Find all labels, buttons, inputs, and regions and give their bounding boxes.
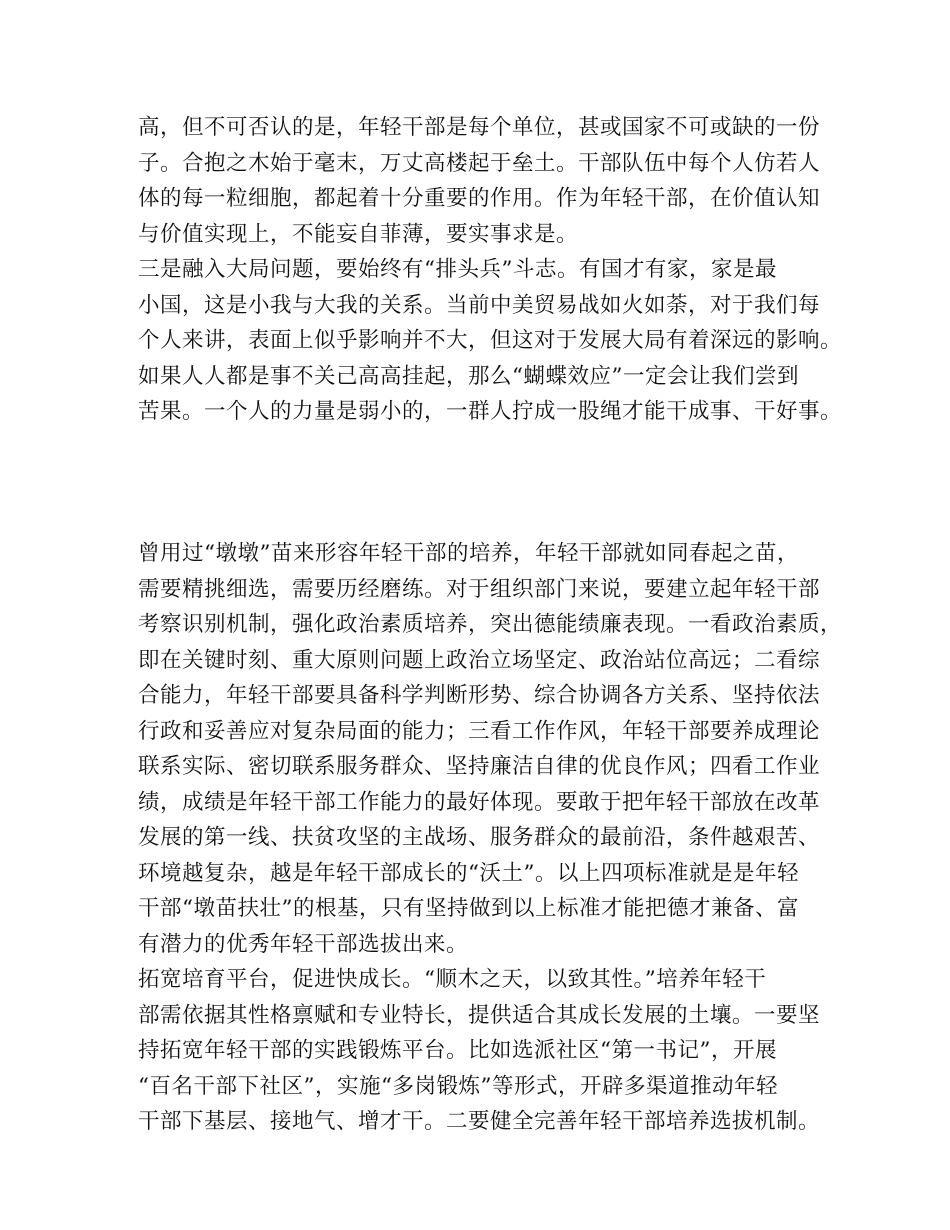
text-line: 拓宽培育平台，促进快成长。“顺木之天，以致其性。”培养年轻干 — [138, 967, 767, 992]
text-line: 体的每一粒细胞，都起着十分重要的作用。作为年轻干部，在价值认知 — [138, 186, 821, 211]
text-line: 有潜力的优秀年轻干部选拔出来。 — [138, 931, 469, 957]
paragraph-block-2 — [138, 536, 843, 1140]
text-line: 环境越复杂，越是年轻干部成长的“沃土”。以上四项标准就是是年轻 — [138, 860, 799, 886]
text-line: 考察识别机制，强化政治素质培养，突出德能绩廉表现。一看政治素质， — [138, 612, 843, 637]
text-line: 发展的第一线、扶贫攻坚的主战场、服务群众的最前沿，条件越艰苦、 — [138, 825, 821, 850]
text-line: 部需依据其性格禀赋和专业特长，提供适合其成长发展的土壤。一要坚 — [138, 1002, 821, 1028]
text-line: 小国，这是小我与大我的关系。当前中美贸易战如火如荼，对于我们每 — [138, 292, 821, 318]
text-line: “百名干部下社区”，实施“多岗锻炼”等形式，开辟多渠道推动年轻 — [138, 1073, 778, 1099]
text-line: 个人来讲，表面上似乎影响并不大，但这对于发展大局有着深远的影响。 — [138, 328, 843, 353]
text-line: 三是融入大局问题，要始终有“排头兵”斗志。有国才有家，家是最 — [138, 257, 777, 282]
text-line: 曾用过“墩墩”苗来形容年轻干部的培养，年轻干部就如同春起之苗， — [138, 541, 799, 566]
text-line: 与价值实现上，不能妄自菲薄，要实事求是。 — [138, 221, 579, 247]
text-line: 子。合抱之木始于毫末，万丈高楼起于垒土。干部队伍中每个人仿若人 — [138, 150, 821, 176]
text-line: 高，但不可否认的是，年轻干部是每个单位，甚或国家不可或缺的一份 — [138, 115, 821, 140]
paragraph-block-1 — [138, 110, 843, 430]
text-line: 行政和妥善应对复杂局面的能力；三看工作作风，年轻干部要养成理论 — [138, 718, 821, 744]
text-line: 合能力，年轻干部要具备科学判断形势、综合协调各方关系、坚持依法 — [138, 683, 821, 708]
text-line: 联系实际、密切联系服务群众、坚持廉洁自律的优良作风；四看工作业 — [138, 754, 821, 779]
text-line: 绩，成绩是年轻干部工作能力的最好体现。要敢于把年轻干部放在改革 — [138, 789, 821, 815]
text-line: 干部“墩苗扶壮”的根基，只有坚持做到以上标准才能把德才兼备、富 — [138, 896, 799, 921]
text-line: 需要精挑细选，需要历经磨练。对于组织部门来说，要建立起年轻干部 — [138, 576, 821, 602]
text-line: 干部下基层、接地气、增才干。二要健全完善年轻干部培养选拔机制。 — [138, 1109, 821, 1134]
text-line: 即在关键时刻、重大原则问题上政治立场坚定、政治站位高远；二看综 — [138, 647, 821, 673]
text-line: 如果人人都是事不关己高高挂起，那么“蝴蝶效应”一定会让我们尝到 — [138, 363, 799, 389]
text-line: 持拓宽年轻干部的实践锻炼平台。比如选派社区“第一书记”，开展 — [138, 1038, 777, 1063]
text-line: 苦果。一个人的力量是弱小的，一群人拧成一股绳才能干成事、干好事。 — [138, 399, 843, 424]
